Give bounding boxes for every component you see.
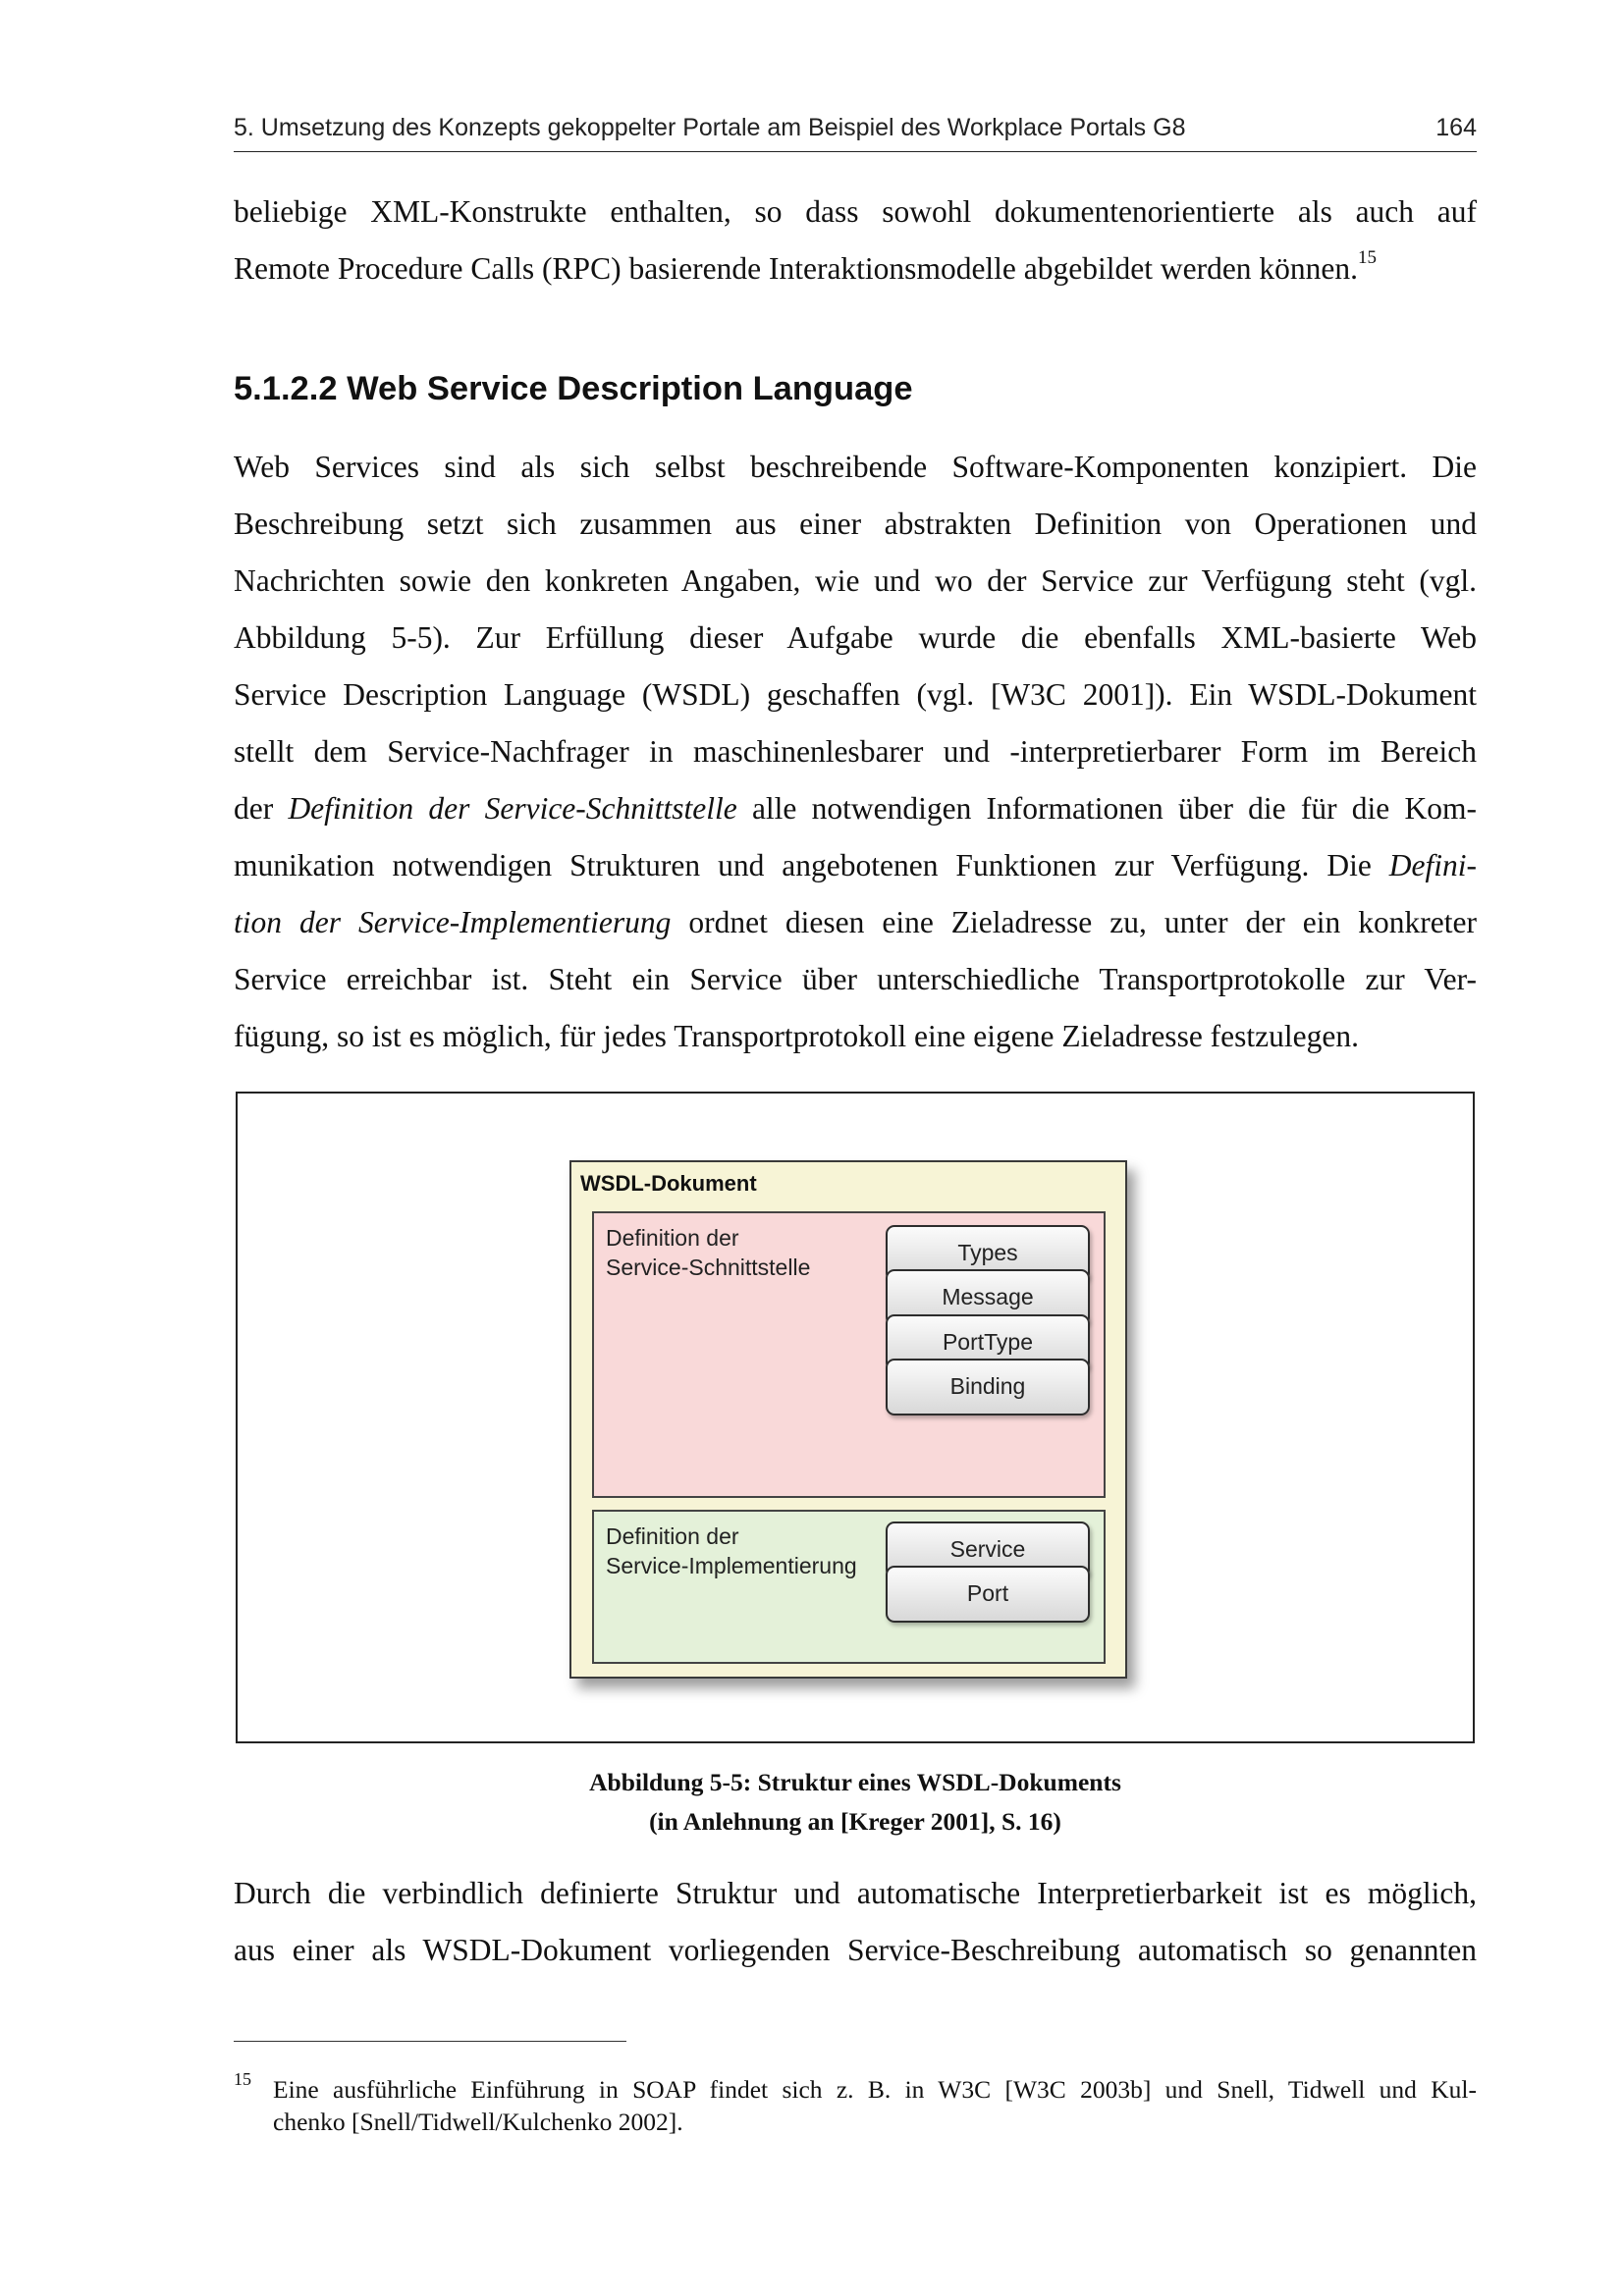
text-line (234, 894, 1477, 951)
text-line: Durch die verbindlich definierte Struktur und automatische Interpretierbarkeit ist es möglich, (234, 1876, 1477, 1910)
text-line: beliebige XML-Konstrukte enthalten, so dass sowohl dokumentenorientierte als auch auf (234, 194, 1477, 229)
emphasis-term: Definition der Service-Schnittstelle (288, 791, 737, 826)
footnote-separator (234, 2041, 626, 2042)
text-line: Service Description Language (WSDL) geschaffen (vgl. [W3C 2001]). Ein WSDL-Dokument (234, 677, 1477, 712)
running-header (234, 110, 1477, 152)
wsdl-element-binding: Binding (886, 1359, 1090, 1415)
text-line (234, 780, 1477, 837)
footnote (234, 2069, 1477, 2138)
wsdl-element-message: Message (886, 1269, 1090, 1326)
text-line (234, 837, 1477, 894)
paragraph-wsdl (234, 439, 1477, 1065)
header-chapter-title: 5. Umsetzung des Konzepts gekoppelter Portale am Beispiel des Workplace Portals G8 (234, 114, 1186, 141)
section-label-line: Definition der (606, 1523, 739, 1549)
figure-frame (236, 1092, 1475, 1743)
section-heading: 5.1.2.2 Web Service Description Language (234, 370, 913, 407)
interface-definition-section (592, 1211, 1106, 1498)
implementation-section-label (606, 1522, 857, 1580)
figure-caption (234, 1763, 1477, 1842)
footnote-text (273, 2073, 1477, 2138)
wsdl-element-porttype: PortType (886, 1314, 1090, 1371)
text-line: aus einer als WSDL-Dokument vorliegenden Service-Beschreibung automatisch so genannten (234, 1933, 1477, 1967)
text-line: Beschreibung setzt sich zusammen aus einer abstrakten Definition von Operationen und (234, 507, 1477, 541)
wsdl-element-service: Service (886, 1522, 1090, 1578)
footnote-reference[interactable]: 15 (1358, 246, 1378, 268)
text-line: stellt dem Service-Nachfrager in maschinenlesbarer und -interpretierbarer Form im Bereich (234, 734, 1477, 769)
footnote-line: Eine ausführliche Einführung in SOAP findet sich z. B. in W3C [W3C 2003b] und Snell, Tidwell und Kul- (273, 2075, 1477, 2104)
footnote-number: 15 (234, 2069, 251, 2089)
interface-section-label (606, 1223, 810, 1282)
text-line: Service erreichbar ist. Steht ein Service über unterschiedliche Transportprotokolle zur Ver- (234, 962, 1477, 996)
text-line: fügung, so ist es möglich, für jedes Transportprotokoll eine eigene Zieladresse festzulegen. (234, 1019, 1359, 1053)
section-label-line: Service-Implementierung (606, 1553, 857, 1578)
emphasis-term: tion der Service-Implementierung (234, 905, 672, 939)
text-line: Nachrichten sowie den konkreten Angaben, wie und wo der Service zur Verfügung steht (vgl. (234, 563, 1477, 598)
wsdl-document-diagram (569, 1160, 1127, 1679)
footnote-line: chenko [Snell/Tidwell/Kulchenko 2002]. (273, 2108, 683, 2136)
paragraph-continuation (234, 1865, 1477, 1979)
caption-source: (in Anlehnung an [Kreger 2001], S. 16) (649, 1807, 1061, 1836)
text-run: der (234, 791, 289, 826)
page-number: 164 (1435, 114, 1477, 141)
section-label-line: Service-Schnittstelle (606, 1255, 811, 1280)
section-label-line: Definition der (606, 1225, 739, 1251)
text-run: Remote Procedure Calls (RPC) basierende Interaktionsmodelle abgebildet werden können. (234, 251, 1359, 286)
text-line: Web Services sind als sich selbst beschreibende Software-Komponenten konzipiert. Die (234, 450, 1477, 484)
implementation-definition-section (592, 1510, 1106, 1664)
paragraph-intro (234, 184, 1477, 297)
text-line: Abbildung 5-5). Zur Erfüllung dieser Aufgabe wurde die ebenfalls XML-basierte Web (234, 620, 1477, 655)
text-run: ordnet diesen eine Zieladresse zu, unter der ein konkreter (671, 905, 1477, 939)
text-line (234, 240, 1477, 297)
caption-title: Abbildung 5-5: Struktur eines WSDL-Dokuments (589, 1768, 1121, 1796)
text-run: munikation notwendigen Strukturen und angebotenen Funktionen zur Verfügung. Die (234, 848, 1389, 882)
text-run: alle notwendigen Informationen über die für die Kom- (736, 791, 1477, 826)
wsdl-document-title: WSDL-Dokument (580, 1171, 757, 1196)
wsdl-element-port: Port (886, 1566, 1090, 1623)
emphasis-term: Defini- (1388, 848, 1477, 882)
wsdl-element-types: Types (886, 1225, 1090, 1282)
